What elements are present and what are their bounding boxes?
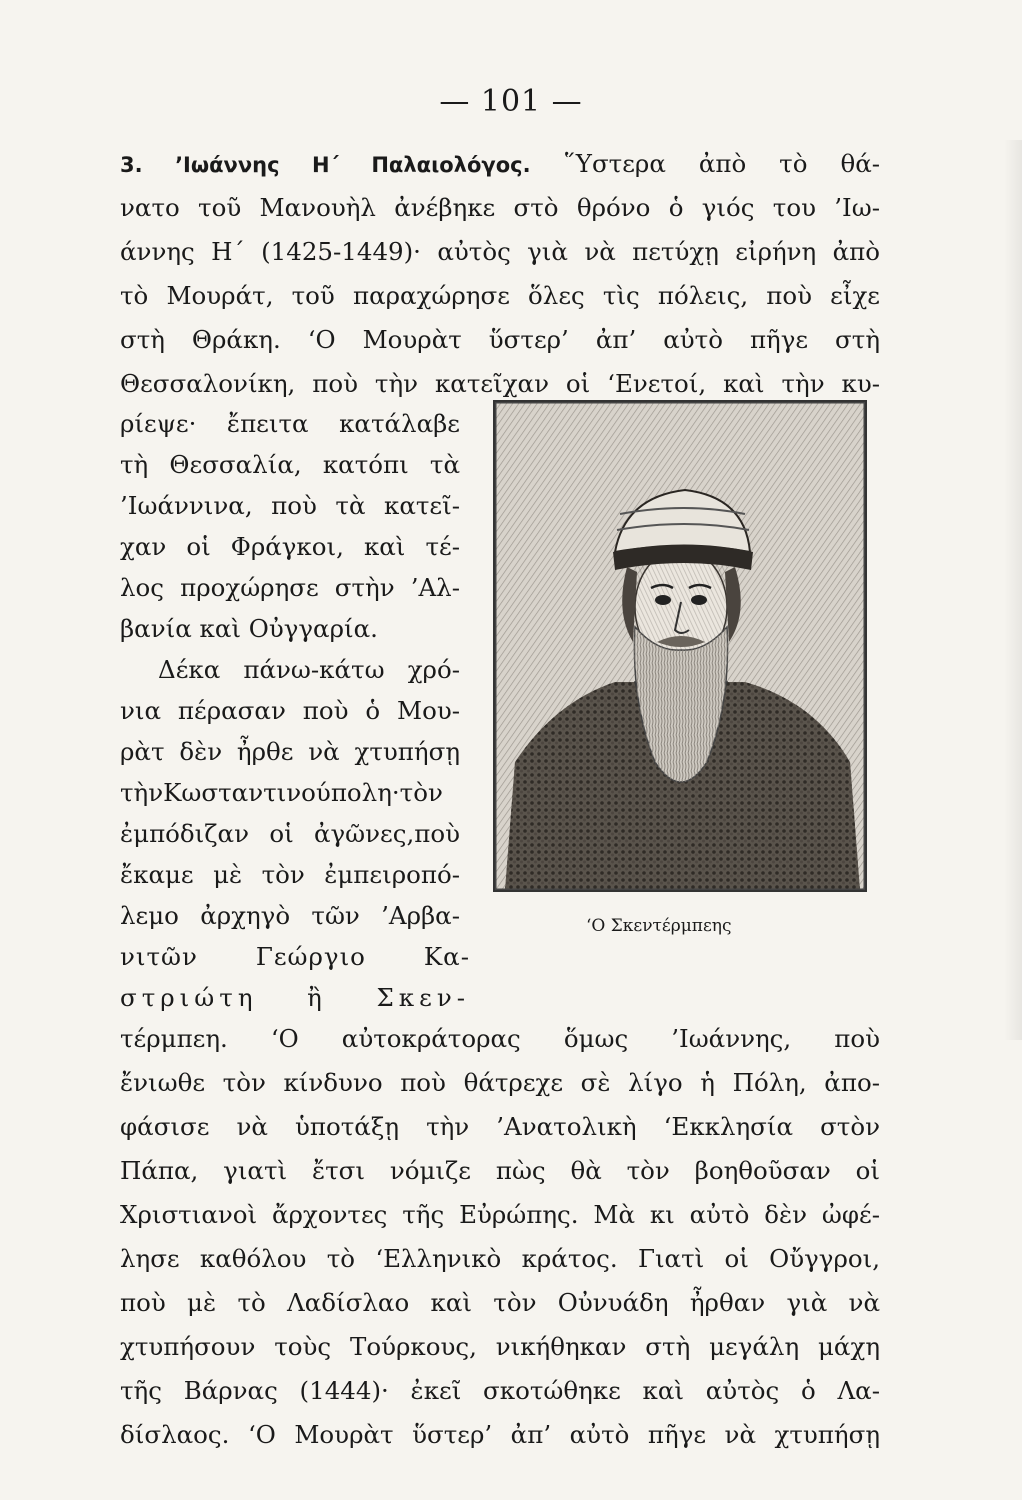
text-line: φάσισε νὰ ὑποτάξῃ τὴν ’Ανατολικὴ ‘Εκκλησία στὸν — [120, 1112, 880, 1141]
heading-line-text: ῞Υστερα ἀπὸ τὸ θά- — [563, 149, 881, 178]
text-line: νατο τοῦ Μανουὴλ ἀνέβηκε στὸ θρόνο ὁ γιός του ’Ιω- — [120, 193, 880, 222]
text-line: τῆς Βάρνας (1444)· ἐκεῖ σκοτώθηκε καὶ αὐτὸς ὁ Λα- — [120, 1376, 880, 1405]
page-number: — 101 — — [439, 84, 583, 119]
text-line: τὴ Θεσσαλία, κατόπι τὰ — [120, 450, 460, 479]
figure-caption: ‘Ο Σκεντέρμπεης — [586, 916, 732, 936]
text-line: βανία καὶ Οὐγγαρία. — [120, 614, 378, 643]
portrait-illustration — [495, 402, 865, 890]
text-line: στριώτη ἢ Σκεν- — [120, 983, 470, 1012]
text-line: νια πέρασαν ποὺ ὁ Μου- — [120, 696, 460, 725]
text-line: Θεσσαλονίκη, ποὺ τὴν κατεῖχαν οἱ ‘Ενετοί, καὶ τὴν κυ- — [120, 369, 880, 398]
text-line: λησε καθόλου τὸ ‘Ελληνικὸ κράτος. Γιατὶ οἱ Οὔγγροι, — [120, 1244, 880, 1273]
text-line: νιτῶν Γεώργιο Κα- — [120, 942, 470, 971]
text-line: στὴ Θράκη. ‘Ο Μουρὰτ ὕστερ’ ἀπ’ αὐτὸ πῆγε στὴ — [120, 325, 880, 354]
text-line: τέρμπεη. ‘Ο αὐτοκράτορας ὅμως ’Ιωάννης, ποὺ — [120, 1024, 880, 1053]
text-line-heading — [120, 144, 880, 185]
text-line: άννης Η΄ (1425-1449)· αὐτὸς γιὰ νὰ πετύχῃ εἰρήνη ἀπὸ — [120, 237, 880, 266]
section-heading: 3. ’Ιωάννης Η΄ Παλαιολόγος. — [120, 153, 531, 177]
text-line: Δέκα πάνω-κάτω χρό- — [158, 655, 460, 684]
text-line: ’Ιωάννινα, ποὺ τὰ κατεῖ- — [120, 491, 460, 520]
text-line: τὴνΚωσταντινούπολη·τὸν — [120, 778, 443, 807]
text-line: ἔνιωθε τὸν κίνδυνο ποὺ θάτρεχε σὲ λίγο ἡ Πόλη, ἀπο- — [120, 1068, 880, 1097]
text-line: ποὺ μὲ τὸ Λαδίσλαο καὶ τὸν Οὐνυάδη ἦρθαν γιὰ νὰ — [120, 1288, 880, 1317]
text-line: ἔκαμε μὲ τὸν ἐμπειροπό- — [120, 860, 460, 889]
text-line: τὸ Μουράτ, τοῦ παραχώρησε ὅλες τὶς πόλεις, ποὺ εἶχε — [120, 281, 880, 310]
text-line: λος προχώρησε στὴν ’Αλ- — [120, 573, 460, 602]
text-line: Πάπα, γιατὶ ἔτσι νόμιζε πὼς θὰ τὸν βοηθοῦσαν οἱ — [120, 1156, 880, 1185]
text-line: Χριστιανοὶ ἄρχοντες τῆς Εὐρώπης. Μὰ κι αὐτὸ δὲν ὠφέ- — [120, 1200, 880, 1229]
text-line: χαν οἱ Φράγκοι, καὶ τέ- — [120, 532, 460, 561]
text-line: χτυπήσουν τοὺς Τούρκους, νικήθηκαν στὴ μεγάλη μάχη — [120, 1332, 880, 1361]
page-edge-shadow — [1004, 140, 1022, 1040]
text-line: λεμο ἀρχηγὸ τῶν ’Αρβα- — [120, 901, 460, 930]
text-line: δίσλαος. ‘Ο Μουρὰτ ὕστερ’ ἀπ’ αὐτὸ πῆγε νὰ χτυπήσῃ — [120, 1420, 880, 1449]
text-line: ἐμπόδιζαν οἱ ἀγῶνες,ποὺ — [120, 819, 460, 848]
portrait-engraving — [493, 400, 867, 892]
text-line: ρὰτ δὲν ἦρθε νὰ χτυπήσῃ — [120, 737, 460, 766]
text-line: ρίεψε· ἔπειτα κατάλαβε — [120, 409, 460, 438]
